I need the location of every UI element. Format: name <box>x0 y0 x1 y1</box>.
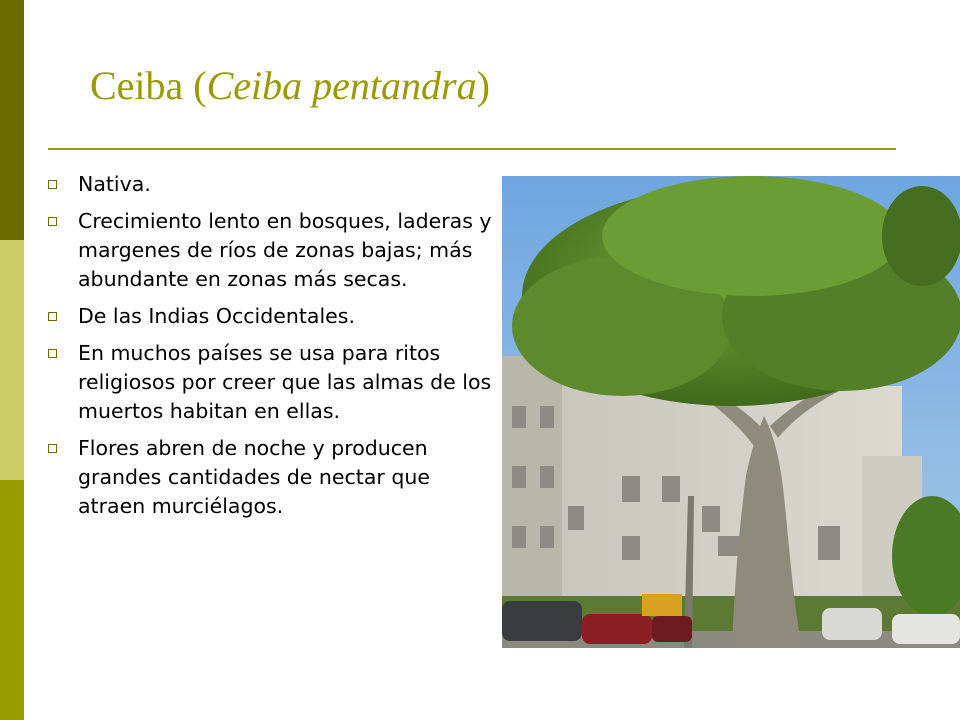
left-stripe-middle <box>0 240 24 480</box>
bullet-text: Flores abren de noche y producen grandes cantidades de nectar que atraen murciélagos. <box>78 436 430 518</box>
left-stripe-bottom <box>0 480 24 720</box>
bullet-text: De las Indias Occidentales. <box>78 304 355 328</box>
square-bullet-icon <box>48 217 57 226</box>
title-close: ) <box>476 63 490 108</box>
slide-title <box>90 62 490 110</box>
square-bullet-icon <box>48 312 57 321</box>
bullet-item <box>46 434 496 521</box>
left-stripe-top <box>0 0 24 240</box>
title-divider <box>48 148 896 150</box>
title-plain: Ceiba ( <box>90 63 207 108</box>
ceiba-tree-photo <box>502 176 960 648</box>
bullet-text: Crecimiento lento en bosques, laderas y margenes de ríos de zonas bajas; más abundante en zonas más secas. <box>78 209 492 291</box>
title-italic: Ceiba pentandra <box>206 63 477 108</box>
bullet-text: En muchos países se usa para ritos religiosos por creer que las almas de los muertos habitan en ellas. <box>78 341 492 423</box>
bullet-list <box>46 170 496 529</box>
square-bullet-icon <box>48 180 57 189</box>
bullet-item <box>46 302 496 331</box>
square-bullet-icon <box>48 349 57 358</box>
square-bullet-icon <box>48 444 57 453</box>
bullet-item <box>46 339 496 426</box>
bullet-item <box>46 170 496 199</box>
bullet-text: Nativa. <box>78 172 151 196</box>
bullet-item <box>46 207 496 294</box>
